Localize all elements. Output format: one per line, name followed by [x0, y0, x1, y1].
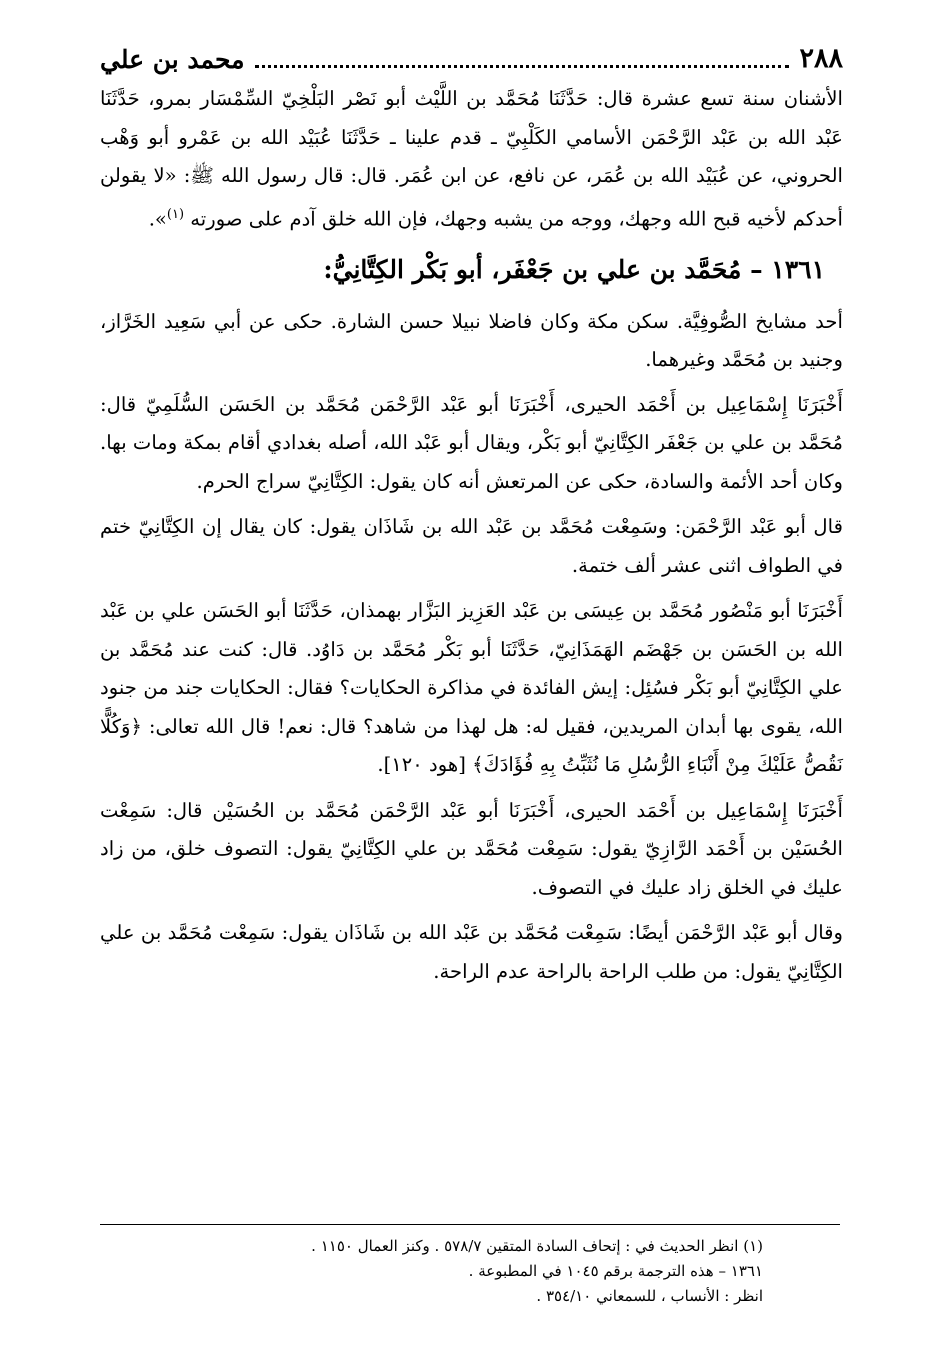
footnote-separator: [100, 1224, 840, 1225]
paragraph-hikayat: أَخْبَرَنَا أبو مَنْصُور مُحَمَّد بن عِيسَى بن عَبْد العَزِيز البَزَّار بهمذان، حَدَّثَنَا أبو الحَسَن علي بن عَبْد الله بن الحَسَن بن جَهْضَم الهَمَذَانِيّ، حَدَّثَنَا أبو بَكْر مُحَمَّد بن دَاوُد. قال: كنت عند مُحَمَّد بن علي الكِتَّانِيّ أبو بَكْر فسُئِل: إيش الفائدة في مذاكرة الحكايات؟ فقال: الحكايات جند من جنود الله، يقوى بها أبدان المريدين، فقيل له: هل لهذا من شاهد؟ قال: نعم! قال الله تعالى: ﴿وَكُلًّا نَقُصُّ عَلَيْكَ مِنْ أَنْبَاءِ الرُّسُلِ مَا نُثَبِّتُ بِهِ فُؤَادَكَ﴾ [هود ١٢٠].: [100, 599, 843, 777]
running-title: محمد بن علي: [100, 45, 245, 74]
paragraph-tawaf: قال أبو عَبْد الرَّحْمَن: وسَمِعْت مُحَمَّد بن عَبْد الله بن شَاذَان يقول: كان يقال إن الكِتَّانِيّ ختم في الطواف اثنى عشر ألف ختمة.: [100, 515, 843, 577]
page-header: [100, 32, 843, 74]
paragraph-tasawwuf: أَخْبَرَنَا إِسْمَاعِيل بن أَحْمَد الحيرى، أَخْبَرَنَا أبو عَبْد الرَّحْمَن مُحَمَّد بن الحُسَيْن قال: سَمِعْت الحُسَيْن بن أَحْمَد الرَّازِيّ يقول: سَمِعْت مُحَمَّد بن علي الكِتَّانِيّ يقول: التصوف خلق، من زاد عليك في الخلق زاد عليك في التصوف.: [100, 798, 843, 899]
continuation-end: ».: [148, 207, 167, 231]
footnote-3: انظر : الأنساب ، للسمعاني ٣٥٤/١٠ .: [536, 1287, 763, 1305]
footnote-1: (١) انظر الحديث في : إتحاف السادة المتقين ٥٧٨/٧ . وكنز العمال ١١٥٠ .: [311, 1237, 763, 1255]
footnotes: [100, 1234, 843, 1309]
header-dot-leader: [255, 65, 790, 68]
paragraph-sulami: أَخْبَرَنَا إِسْمَاعِيل بن أَحْمَد الحيرى، أَخْبَرَنَا أبو عَبْد الرَّحْمَن مُحَمَّد بن الحَسَن السُّلَمِيّ قال: مُحَمَّد بن علي بن جَعْفَر الكِتَّانِيّ أبو بَكْر، ويقال أبو عَبْد الله، أصله بغدادي أقام بمكة ومات بها. وكان أحد الأئمة والسادة، حكى عن المرتعش أنه كان يقول: الكِتَّانِيّ سراج الحرم.: [99, 392, 843, 493]
footnote-2: ١٣٦١ – هذه الترجمة برقم ١٠٤٥ في المطبوعة .: [468, 1262, 763, 1280]
page-body: [100, 80, 843, 991]
paragraph-raha: وقال أبو عَبْد الرَّحْمَن أيضًا: سَمِعْت مُحَمَّد بن عَبْد الله بن شَاذَان يقول: سَمِعْت مُحَمَّد بن علي الكِتَّانِيّ يقول: من طلب الراحة بالراحة عدم الراحة.: [100, 921, 843, 983]
paragraph-bio: أحد مشايخ الصُّوفِيَّة. سكن مكة وكان فاضلا نبيلا حسن الشارة. حكى عن أبي سَعِيد الخَرَّاز، وجنيد بن مُحَمَّد وغيرهما.: [100, 309, 843, 372]
footnote-marker: (١): [166, 206, 185, 222]
continuation-paragraph: [100, 80, 843, 239]
continuation-text: الأشنان سنة تسع عشرة قال: حَدَّثَنَا مُحَمَّد بن اللَّيْث أبو نَصْر البَلْخِيّ السِّمْسَار بمرو، حَدَّثَنَا عَبْد الله بن عَبْد الرَّحْمَن الأسامي الكَلْبِيّ ـ قدم علينا ـ حَدَّثَنَا عُبَيْد الله بن عَمْرو أبو وَهْب الحروني، عن عُبَيْد الله بن عُمَر، عن نافع، عن ابن عُمَر. قال: قال رسول الله ﷺ: «لا يقولن أحدكم لأخيه قبح الله وجهك، ووجه من يشبه وجهك، فإن الله خلق آدم على صورته: [100, 87, 843, 231]
entry-title: ١٣٦١ – مُحَمَّد بن علي بن جَعْفَر، أبو بَكْر الكِتَّانِيُّ:: [323, 254, 825, 284]
page-number: ٢٨٨: [799, 43, 843, 74]
